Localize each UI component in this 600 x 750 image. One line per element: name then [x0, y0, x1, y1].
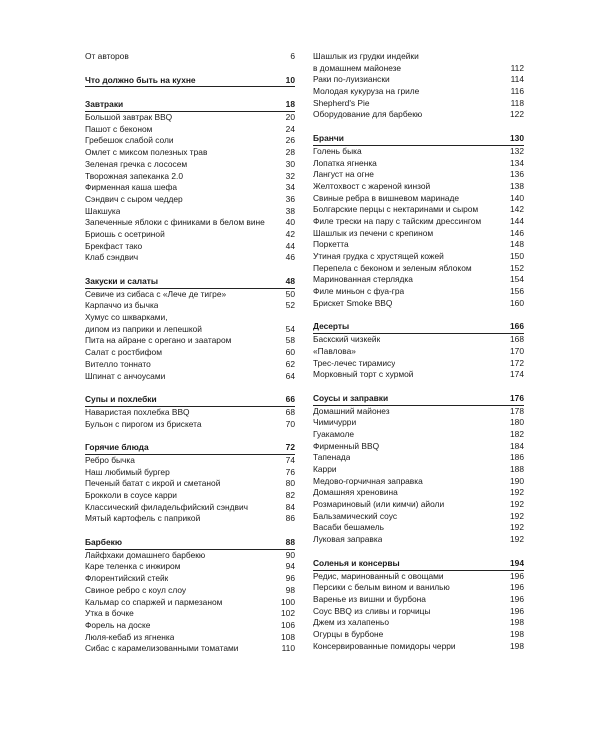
page-number: 100	[281, 596, 295, 607]
entry-title: Луковая заправка	[313, 534, 383, 545]
toc-entry	[85, 407, 295, 419]
page-number: 196	[510, 570, 524, 581]
toc-entry	[313, 334, 524, 346]
page-number: 76	[285, 466, 295, 477]
entry-title: Гуакамоле	[313, 428, 355, 439]
section-title: Завтраки	[85, 99, 124, 110]
toc-entry	[313, 98, 524, 110]
toc-entry	[85, 159, 295, 171]
entry-title: Флорентийский стейк	[85, 573, 169, 584]
page-number: 198	[510, 617, 524, 628]
entry-title: Фирменная каша шефа	[85, 182, 178, 193]
entry-title: Тапенада	[313, 452, 351, 463]
section-title: Закуски и салаты	[85, 276, 158, 286]
toc-entry	[313, 641, 524, 653]
toc-entry	[313, 417, 524, 429]
page-number: 196	[510, 593, 524, 604]
page-number: 74	[285, 454, 295, 465]
page-number: 156	[510, 286, 524, 297]
toc-entry	[313, 251, 524, 263]
toc-entry	[85, 324, 295, 336]
page-number: 68	[285, 406, 295, 417]
page-number: 112	[510, 62, 524, 73]
page-number: 110	[281, 643, 295, 654]
toc-entry	[313, 571, 524, 583]
entry-title: Большой завтрак BBQ	[85, 112, 173, 123]
toc-entry	[85, 585, 295, 597]
entry-title: Джем из халапеньо	[313, 617, 389, 628]
toc-entry	[313, 158, 524, 170]
page-number: 108	[281, 631, 295, 642]
entry-title: Поркетта	[313, 239, 349, 250]
page-number: 94	[285, 561, 295, 572]
entry-title: Фирменный BBQ	[313, 440, 380, 451]
page-number: 28	[285, 147, 295, 158]
page-number: 36	[285, 193, 295, 204]
page-number: 48	[285, 276, 295, 286]
entry-title: Шпинат с анчоусами	[85, 370, 166, 381]
toc-entry	[85, 124, 295, 136]
entry-title: Пашот с беконом	[85, 123, 153, 134]
toc-entry	[313, 169, 524, 181]
page-number: 198	[510, 640, 524, 651]
toc-entry	[313, 522, 524, 534]
entry-title: Салат с ростбифом	[85, 347, 162, 358]
toc-right-column	[313, 51, 524, 652]
toc-entry	[85, 206, 295, 218]
section-title: Горячие блюда	[85, 442, 149, 453]
toc-entry	[313, 239, 524, 251]
entry-title: Классический филадельфийский сэндвич	[85, 501, 249, 512]
toc-entry	[85, 502, 295, 514]
toc-entry	[85, 478, 295, 490]
page-number: 106	[281, 619, 295, 630]
toc-entry	[85, 597, 295, 609]
page-number: 44	[285, 240, 295, 251]
toc-entry	[313, 441, 524, 453]
entry-title: Раки по-луизиански	[313, 74, 390, 85]
toc-entry	[85, 182, 295, 194]
page-number: 176	[510, 392, 524, 403]
toc-entry	[313, 582, 524, 594]
toc-entry	[313, 452, 524, 464]
entry-title: Трес-лечес тирамису	[313, 357, 396, 368]
entry-title: Клаб сэндвич	[85, 252, 139, 263]
section-title: Десерты	[313, 321, 350, 332]
entry-title: Люля-кебаб из ягненка	[85, 631, 175, 642]
entry-title: Молодая кукуруза на гриле	[313, 86, 420, 97]
page-number: 184	[510, 440, 524, 451]
toc-entry	[313, 606, 524, 618]
entry-title: Наш любимый бургер	[85, 466, 170, 477]
toc-entry	[85, 217, 295, 229]
toc-entry	[313, 406, 524, 418]
entry-title: Оборудование для барбекю	[313, 109, 423, 120]
page-number: 140	[510, 192, 524, 203]
page-number: 168	[510, 334, 524, 345]
toc-entry	[313, 146, 524, 158]
toc-entry	[313, 274, 524, 286]
toc-entry	[313, 63, 524, 75]
entry-title: Ребро бычка	[85, 454, 135, 465]
section-title: Супы и похлебки	[85, 394, 157, 405]
page-number: 46	[285, 252, 295, 263]
page-number: 118	[510, 97, 524, 108]
page-number: 170	[510, 345, 524, 356]
toc-entry	[313, 86, 524, 98]
toc-entry	[313, 464, 524, 476]
toc-entry	[313, 358, 524, 370]
entry-title: Голень быка	[313, 145, 362, 156]
entry-title: Наваристая похлебка BBQ	[85, 406, 190, 417]
page-number: 122	[510, 109, 524, 120]
page-number: 54	[285, 323, 295, 334]
page-number: 188	[510, 464, 524, 474]
page-number: 18	[285, 99, 295, 110]
page-number: 70	[285, 418, 295, 429]
page-number: 64	[285, 370, 295, 381]
page-number: 144	[510, 215, 524, 226]
page-number: 192	[510, 522, 524, 533]
page-number: 72	[285, 442, 295, 453]
page-number: 196	[510, 582, 524, 593]
entry-title: Карпаччо из бычка	[85, 300, 159, 311]
entry-title: Маринованная стерлядка	[313, 274, 413, 285]
page-number: 116	[510, 86, 524, 97]
toc-entry	[313, 109, 524, 121]
page-number: 186	[510, 452, 524, 463]
toc-entry	[85, 467, 295, 479]
entry-title: Филе трески на пару с тайским дрессингом	[313, 215, 482, 226]
toc-entry	[313, 181, 524, 193]
page-number: 138	[510, 180, 524, 191]
page-number: 102	[281, 608, 295, 619]
entry-title: Васаби бешамель	[313, 522, 385, 533]
page-number: 20	[285, 112, 295, 123]
page-number: 192	[510, 499, 524, 510]
entry-title: Желтохвост с жареной кинзой	[313, 180, 431, 191]
toc-entry	[85, 312, 295, 324]
entry-title: Домашний майонез	[313, 405, 390, 416]
page-number: 84	[285, 501, 295, 512]
page-number: 30	[285, 158, 295, 169]
toc-entry	[85, 229, 295, 241]
page-number: 134	[510, 157, 524, 168]
page-number: 24	[285, 123, 295, 134]
toc-entry	[85, 241, 295, 253]
page-number: 60	[285, 347, 295, 358]
page-number: 98	[285, 584, 295, 595]
entry-title: Домашняя хреновина	[313, 487, 398, 498]
page-number: 40	[285, 217, 295, 228]
entry-title: Редис, маринованный с овощами	[313, 570, 444, 581]
page-number: 150	[510, 251, 524, 261]
entry-title: Огурцы в бурбоне	[313, 628, 384, 639]
toc-entry	[85, 455, 295, 467]
toc-entry	[85, 112, 295, 124]
toc-entry	[85, 289, 295, 301]
toc-entry	[313, 346, 524, 358]
page-number: 166	[510, 321, 524, 332]
entry-title: Брокколи в соусе карри	[85, 490, 177, 500]
entry-title: Сибас с карамелизованными томатами	[85, 643, 239, 654]
entry-title: Карри	[313, 464, 337, 474]
section-title: Бранчи	[313, 133, 344, 144]
entry-title: Болгарские перцы с нектаринами и сыром	[313, 204, 479, 215]
entry-title: Варенье из вишни и бурбона	[313, 593, 426, 604]
toc-section-heading	[313, 321, 524, 334]
toc-entry	[313, 193, 524, 205]
toc-section-heading	[85, 75, 295, 88]
toc-entry	[313, 476, 524, 488]
page-number: 192	[510, 534, 524, 545]
entry-title: Перепела с беконом и зеленым яблоком	[313, 262, 472, 273]
toc-entry	[313, 286, 524, 298]
toc-entry	[313, 429, 524, 441]
toc-entry	[313, 511, 524, 523]
toc-entry	[313, 263, 524, 275]
toc-entry	[85, 608, 295, 620]
entry-title: Розмариновый (или кимчи) айоли	[313, 499, 445, 510]
toc-entry	[85, 300, 295, 312]
entry-title: Консервированные помидоры черри	[313, 640, 456, 651]
toc-entry	[85, 490, 295, 502]
toc-entry	[85, 643, 295, 655]
toc-entry	[85, 419, 295, 431]
toc-entry	[313, 487, 524, 499]
toc-entry	[85, 359, 295, 371]
toc-section-heading	[313, 558, 524, 571]
toc-entry	[313, 51, 524, 63]
entry-title: Каре теленка с инжиром	[85, 561, 181, 572]
page-number: 182	[510, 428, 524, 439]
entry-title: Лайфхаки домашнего барбекю	[85, 549, 206, 560]
toc-entry	[85, 135, 295, 147]
page-number: 80	[285, 478, 295, 489]
toc-entry	[313, 534, 524, 546]
page-number: 10	[285, 74, 295, 85]
page-number: 190	[510, 475, 524, 486]
toc-entry	[313, 369, 524, 381]
page-number: 50	[285, 288, 295, 299]
entry-title: Shepherd's Pie	[313, 97, 370, 108]
page-number: 62	[285, 358, 295, 369]
entry-title: Утка в бочке	[85, 608, 134, 619]
page-number: 6	[290, 51, 295, 61]
entry-title: Лопатка ягненка	[313, 157, 377, 168]
toc-section-heading	[85, 276, 295, 289]
entry-title: Свиные ребра в вишневом маринаде	[313, 192, 460, 203]
page-number: 82	[285, 490, 295, 500]
entry-title: От авторов	[85, 51, 129, 61]
toc-entry	[85, 194, 295, 206]
toc-entry	[313, 629, 524, 641]
entry-title: Шашлык из печени с крепином	[313, 227, 434, 238]
toc-entry	[313, 216, 524, 228]
toc-left-column	[85, 51, 295, 655]
page-number: 198	[510, 628, 524, 639]
toc-entry	[85, 347, 295, 359]
page-number: 154	[510, 274, 524, 285]
toc-entry	[313, 617, 524, 629]
entry-title: Пита на айране с орегано и заатаром	[85, 335, 232, 346]
page-number: 178	[510, 405, 524, 416]
entry-title: Бриошь с осетриной	[85, 228, 165, 239]
entry-title: Мятый картофель с паприкой	[85, 513, 201, 524]
page-number: 32	[285, 170, 295, 181]
page-number: 146	[510, 227, 524, 238]
section-title: Соусы и заправки	[313, 392, 389, 403]
entry-title: Шакшука	[85, 205, 121, 216]
entry-title: Свиное ребро с коул слоу	[85, 584, 187, 595]
page-number: 180	[510, 417, 524, 428]
page-number: 38	[285, 205, 295, 216]
entry-title: Морковный торт с хурмой	[313, 369, 414, 380]
entry-title: Утиная грудка с хрустящей кожей	[313, 251, 444, 261]
page-number: 90	[285, 549, 295, 560]
page-number: 52	[285, 300, 295, 311]
page-number: 132	[510, 145, 524, 156]
toc-entry	[85, 550, 295, 562]
entry-title: Сэндвич с сыром чеддер	[85, 193, 183, 204]
page-number: 66	[285, 394, 295, 405]
page-number: 34	[285, 182, 295, 193]
toc-entry	[85, 51, 295, 63]
toc-entry	[85, 561, 295, 573]
entry-title: «Павлова»	[313, 345, 356, 356]
page-number: 26	[285, 135, 295, 146]
toc-entry	[85, 252, 295, 264]
entry-title: Брекфаст тако	[85, 240, 143, 251]
entry-title: Бальзамический соус	[313, 510, 398, 521]
entry-title: Вителло тоннато	[85, 358, 151, 369]
entry-title: в домашнем майонезе	[313, 62, 402, 73]
section-title: Соленья и консервы	[313, 557, 400, 568]
toc-section-heading	[85, 394, 295, 407]
page-number: 174	[510, 369, 524, 380]
toc-section-heading	[85, 537, 295, 550]
entry-title: Форель на доске	[85, 619, 151, 630]
page-number: 172	[510, 357, 524, 368]
page-number: 192	[510, 487, 524, 498]
toc-entry	[85, 573, 295, 585]
page-number: 42	[285, 228, 295, 239]
page-number: 142	[510, 204, 524, 215]
page-number: 152	[510, 262, 524, 273]
toc-entry	[313, 499, 524, 511]
page-number: 136	[510, 169, 524, 180]
page-number: 160	[510, 297, 524, 308]
toc-entry	[313, 298, 524, 310]
page-number: 86	[285, 513, 295, 524]
entry-title: Персики с белым вином и ванилью	[313, 582, 450, 593]
toc-entry	[313, 228, 524, 240]
toc-entry	[85, 513, 295, 525]
entry-title: Творожная запеканка 2.0	[85, 170, 184, 181]
toc-entry	[313, 594, 524, 606]
section-title: Барбекю	[85, 537, 122, 548]
page-number: 88	[285, 537, 295, 548]
entry-title: Хумус со шкварками,	[85, 312, 168, 323]
entry-title: Омлет с миксом полезных трав	[85, 147, 208, 158]
entry-title: Зеленая гречка с лососем	[85, 158, 188, 169]
entry-title: Чимичурри	[313, 417, 357, 428]
toc-entry	[85, 335, 295, 347]
entry-title: Запеченные яблоки с финиками в белом вине	[85, 217, 265, 228]
page-number: 96	[285, 573, 295, 584]
toc-section-heading	[85, 99, 295, 112]
page-number: 192	[510, 510, 524, 521]
entry-title: Шашлык из грудки индейки	[313, 51, 419, 61]
entry-title: Медово-горчичная заправка	[313, 475, 423, 486]
entry-title: Брискет Smoke BBQ	[313, 297, 393, 308]
page-number: 148	[510, 239, 524, 250]
entry-title: Баскский чизкейк	[313, 334, 381, 345]
toc-entry	[85, 632, 295, 644]
entry-title: Печеный батат с икрой и сметаной	[85, 478, 221, 489]
toc-section-heading	[85, 442, 295, 455]
toc-entry	[85, 147, 295, 159]
entry-title: Соус BBQ из сливы и горчицы	[313, 605, 431, 616]
entry-title: Кальмар со спаржей и пармезаном	[85, 596, 223, 607]
section-title: Что должно быть на кухне	[85, 74, 196, 85]
page-number: 194	[510, 557, 524, 568]
page-number: 196	[510, 605, 524, 616]
toc-entry	[85, 371, 295, 383]
entry-title: Гребешок слабой соли	[85, 135, 174, 146]
page-number: 114	[510, 74, 524, 85]
toc-section-heading	[313, 133, 524, 146]
entry-title: Лангуст на огне	[313, 169, 374, 180]
toc-entry	[85, 171, 295, 183]
entry-title: дипом из паприки и лепешкой	[85, 323, 202, 334]
page-number: 130	[510, 133, 524, 144]
page-number: 58	[285, 335, 295, 346]
entry-title: Филе миньон с фуа-гра	[313, 286, 405, 297]
entry-title: Севиче из сибаса с «Лече де тигре»	[85, 288, 227, 299]
entry-title: Бульон с пирогом из брискета	[85, 418, 202, 429]
toc-entry	[313, 204, 524, 216]
toc-entry	[313, 74, 524, 86]
toc-entry	[85, 620, 295, 632]
toc-section-heading	[313, 393, 524, 406]
